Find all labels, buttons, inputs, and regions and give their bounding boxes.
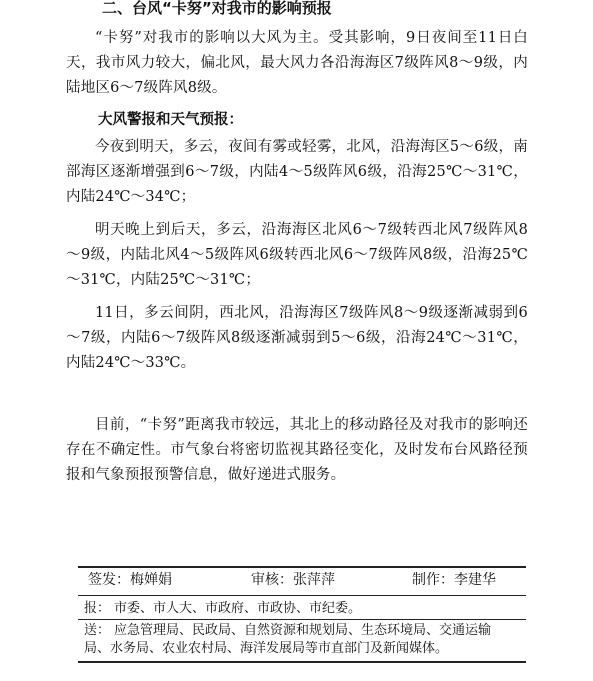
closing-paragraph: 目前，“卡努”距离我市较远，其北上的移动路径及对我市的影响还存在不确定性。市气象台将密切监视其路径变化，及时发布台风路径预报和气象预报预警信息，做好递进式服务。 [66,417,528,483]
send-to-line-1 [84,622,524,640]
reviewer-label: 审核： [251,572,293,588]
forecast-tomorrow-night-paragraph: 明天晚上到后天，多云，沿海海区北风6～7级转西北风7级阵风8～9级，内陆北风4～5级阵风6级转西北风6～7级阵风8级，沿海25℃～31℃，内陆25℃～31℃； [66,222,528,288]
reviewer-name: 张萍萍 [293,572,335,588]
signature-top-rule [78,566,526,568]
send-recipients-line-1: 应急管理局、民政局、自然资源和规划局、生态环境局、交通运输 [114,623,492,638]
forecast-heading: 大风警报和天气预报： [98,112,243,128]
producer-signature [412,570,496,590]
impact-paragraph: “卡努”对我市的影响以大风为主。受其影响，9日夜间至11日白天，我市风力较大，偏北风，最大风力各沿海海区7级阵风8～9级，内陆地区6～7级阵风8级。 [66,30,528,96]
signature-bottom-rule [78,595,526,596]
report-to-line [84,600,524,618]
issuer-signature [88,570,172,590]
producer-label: 制作： [412,572,454,588]
distribution-bottom-rule [78,661,526,663]
report-recipients: 市委、市人大、市政府、市政协、市纪委。 [114,601,362,616]
send-recipients-line-2: 局、水务局、农业农村局、海洋发展局等市直部门及新闻媒体。 [84,641,449,656]
distribution-divider [78,619,526,620]
reviewer-signature [251,570,335,590]
issuer-name: 梅婵娟 [130,572,172,588]
send-label: 送： [84,623,111,638]
issuer-label: 签发： [88,572,130,588]
producer-name: 李建华 [454,572,496,588]
send-to-line-2 [84,640,524,658]
forecast-11th-paragraph: 11日，多云间阴，西北风，沿海海区7级阵风8～9级逐渐减弱到6～7级，内陆6～7级阵风8级逐渐减弱到5～6级，沿海24℃～31℃，内陆24℃～33℃。 [66,305,528,371]
forecast-tonight-paragraph: 今夜到明天，多云，夜间有雾或轻雾，北风，沿海海区5～6级，南部海区逐渐增强到6～7级，内陆4～5级阵风6级，沿海25℃～31℃，内陆24℃～34℃； [66,139,528,205]
report-label: 报： [84,601,111,616]
section-heading: 二、台风“卡努”对我市的影响预报 [102,0,332,17]
